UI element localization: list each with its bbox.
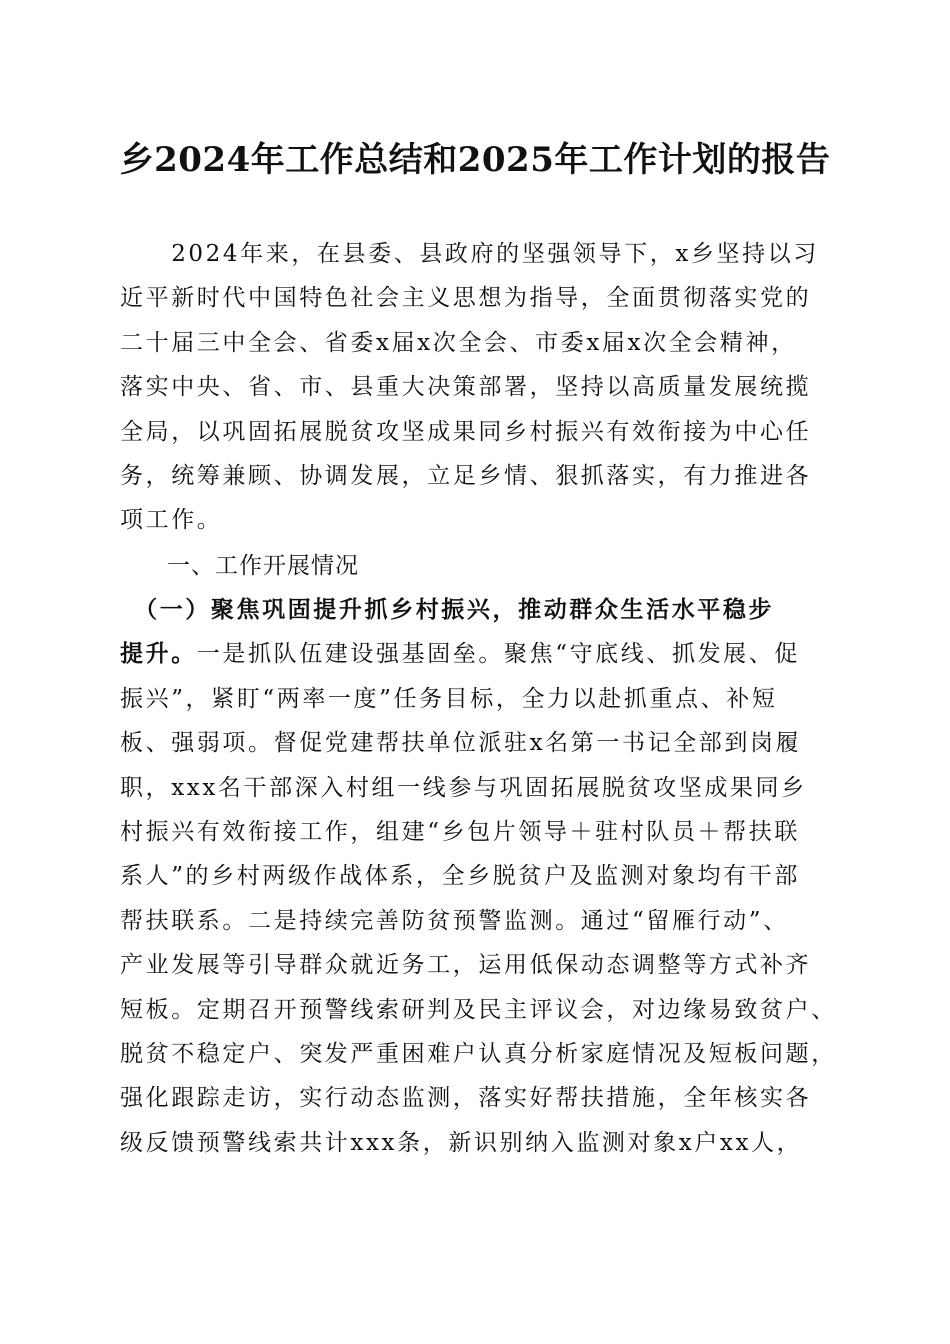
section-line: [120, 588, 832, 632]
subsection-heading-end: 提升。: [120, 640, 197, 668]
section-line: 系人”的乡村两级作战体系，全乡脱贫户及监测对象均有干部: [120, 863, 800, 890]
intro-line: 全局，以巩固拓展脱贫攻坚成果同乡村振兴有效衔接为中心任: [120, 418, 812, 445]
section-1-paragraph: [120, 588, 837, 1165]
section-line: 职，xxx名干部深入村组一线参与巩固拓展脱贫攻坚成果同乡: [120, 774, 807, 801]
section-line: 级反馈预警线索共计xxx条，新识别纳入监测对象x户xx人，: [120, 1129, 803, 1156]
section-line: 脱贫不稳定户、突发严重困难户认真分析家庭情况及短板问题，: [120, 1040, 837, 1067]
section-line: 帮扶联系。二是持续完善防贫预警监测。通过“留雁行动”、: [120, 907, 789, 934]
intro-line: 项工作。: [120, 507, 223, 534]
intro-line: 2024年来，在县委、县政府的坚强领导下，x乡坚持以习: [120, 241, 819, 267]
subsection-heading: （一）聚焦巩固提升抓乡村振兴，推动群众生活水平稳步: [145, 596, 775, 623]
section-line: 振兴”，紧盯“两率一度”任务目标，全力以赴抓重点、补短: [120, 685, 778, 712]
section-heading: 一、工作开展情况: [167, 553, 359, 579]
section-line: 村振兴有效衔接工作，组建“乡包片领导＋驻村队员＋帮扶联: [120, 818, 800, 845]
intro-line: 二十届三中全会、省委x届x次全会、市委x届x次全会精神，: [120, 329, 797, 356]
intro-paragraph: [120, 232, 832, 543]
section-text: 一是抓队伍建设强基固垒。聚焦“守底线、抓发展、促: [196, 641, 800, 668]
section-line: 产业发展等引导群众就近务工，运用低保动态调整等方式补齐: [120, 952, 812, 979]
section-line: [120, 632, 832, 676]
section-line: 强化跟踪走访，实行动态监测，落实好帮扶措施，全年核实各: [120, 1085, 812, 1112]
intro-line: 务，统筹兼顾、协调发展，立足乡情、狠抓落实，有力推进各: [120, 462, 812, 489]
section-line: 板、强弱项。督促党建帮扶单位派驻x名第一书记全部到岗履: [120, 730, 802, 757]
intro-line: 近平新时代中国特色社会主义思想为指导，全面贯彻落实党的: [120, 285, 812, 312]
document-title: 乡2024年工作总结和2025年工作计划的报告: [119, 140, 831, 180]
intro-line: 落实中央、省、市、县重大决策部署，坚持以高质量发展统揽: [120, 374, 812, 401]
section-line: 短板。定期召开预警线索研判及民主评议会，对边缘易致贫户、: [120, 996, 837, 1023]
